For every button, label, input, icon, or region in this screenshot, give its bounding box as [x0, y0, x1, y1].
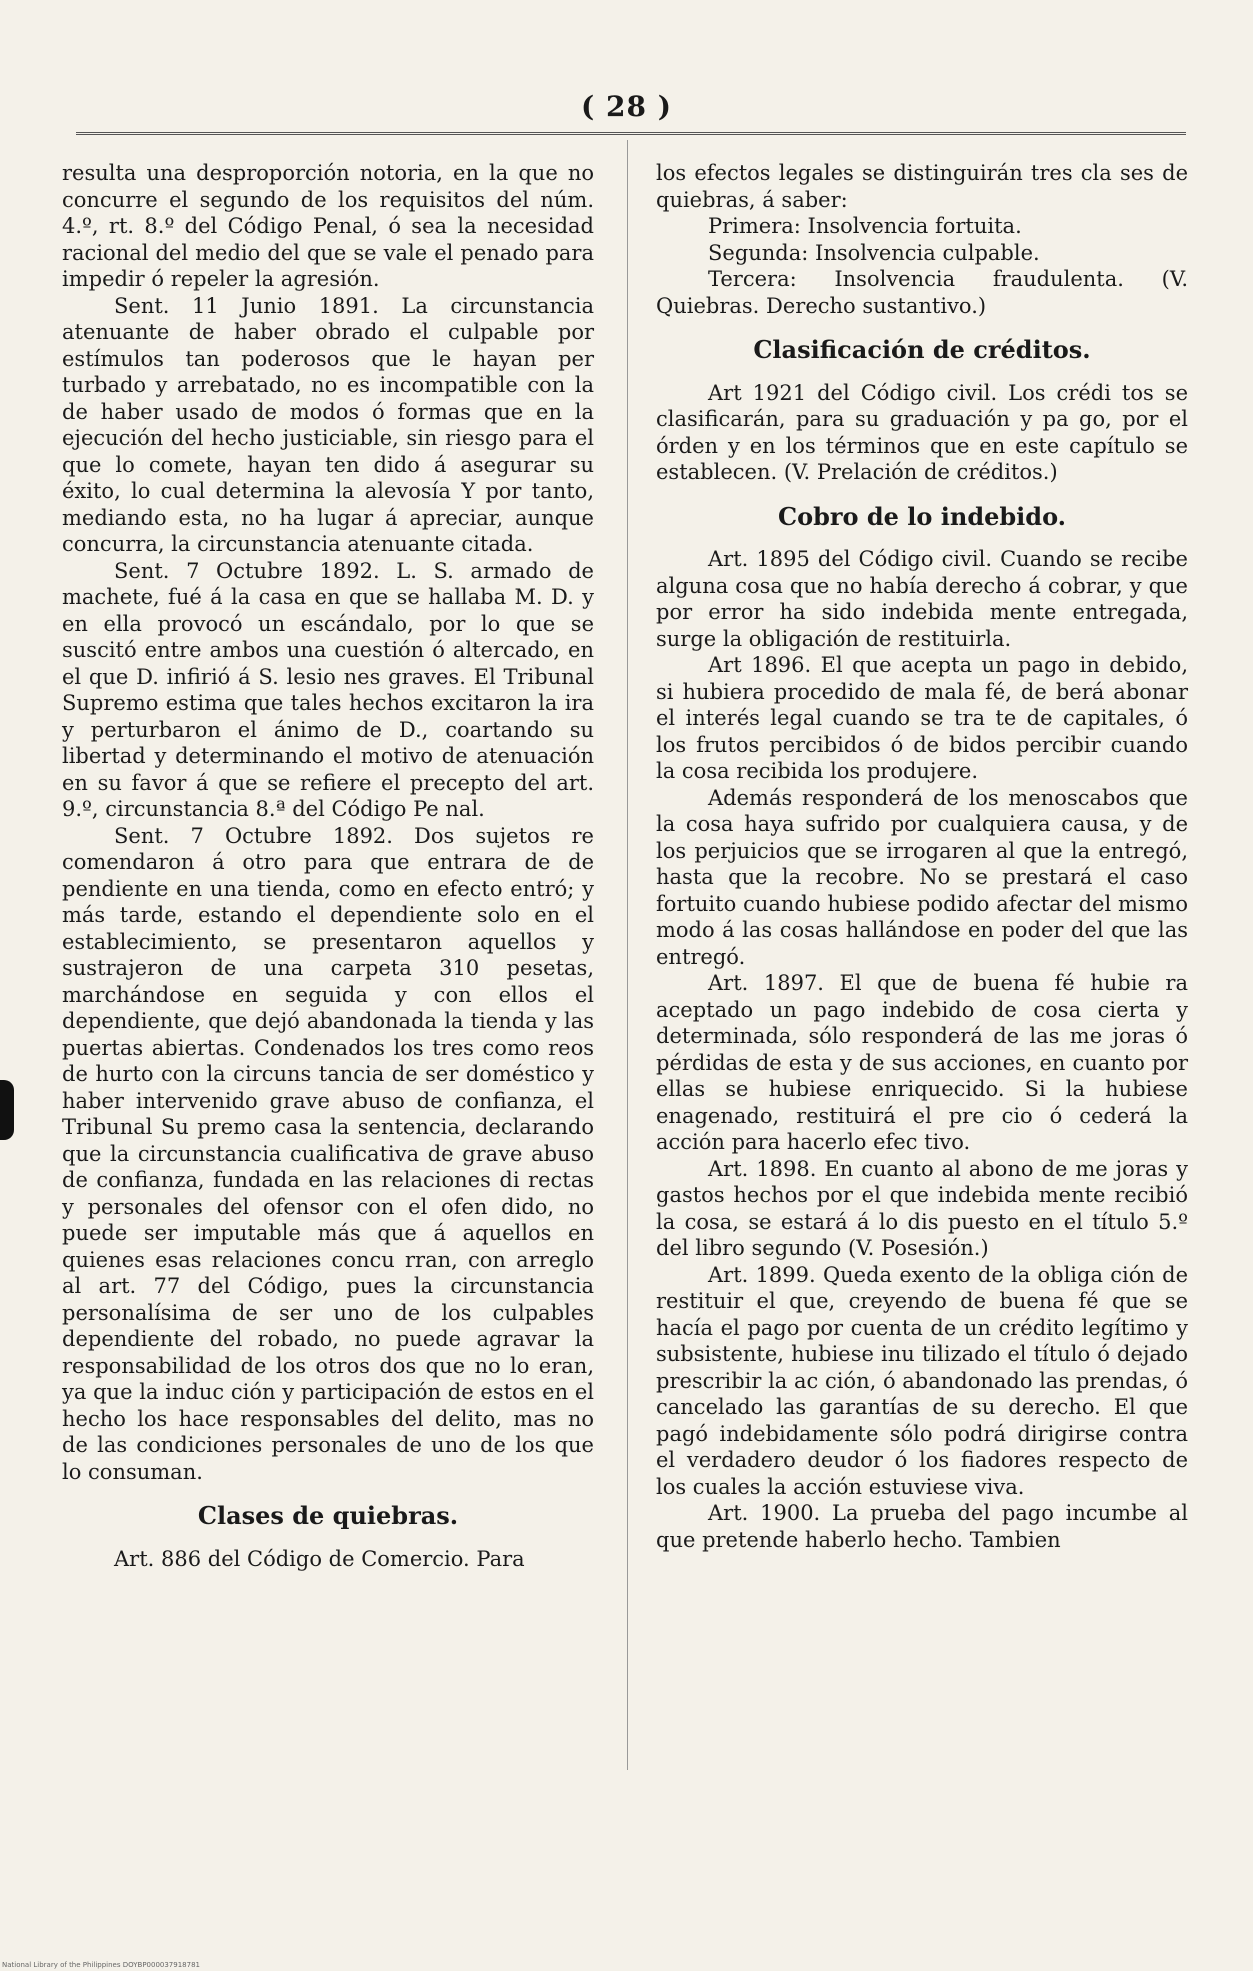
paragraph: Primera: Insolvencia fortuita. [708, 214, 1022, 238]
paragraph: Segunda: Insolvencia culpable. [708, 240, 1040, 265]
column-divider [627, 140, 628, 1770]
paragraph: Sent. 7 Octubre 1892. L. S. armado de machete, fué á la casa en que se hallaba M. D. y en ella provocó un escándalo, por lo que se suscitó entre ambos una cuestión ó altercado, en el que D. infirió á S. lesio nes graves. El Tribunal Supremo estima que tales hechos excitaron la ira y perturbaron el ánimo de D., coartando su libertad y determinando el motivo de atenuación en su favor á que se refiere el precepto del art. 9.º, circunstancia 8.ª del Código Pe nal. [62, 558, 594, 821]
paragraph: Art. 1898. En cuanto al abono de me joras y gastos hechos por el que indebida mente recibió la cosa, se estará á lo dis puesto en el título 5.º del libro segundo (V. Posesión.) [656, 1156, 1188, 1260]
paragraph: Art. 1895 del Código civil. Cuando se recibe alguna cosa que no había derecho á cobrar, y que por error ha sido indebida mente entregada, surge la obligación de restituirla. [656, 547, 1188, 651]
section-heading: Cobro de lo indebido. [777, 501, 1067, 531]
section-heading: Clases de quiebras. [197, 1501, 459, 1530]
paragraph: Sent. 11 Junio 1891. La circunstancia atenuante de haber obrado el culpable por estímulos tan poderosos que le hayan per turbado y arrebatado, no es incompatible con la de haber usado de modos ó formas que en la ejecución del hecho justiciable, sin riesgo para el que lo comete, hayan ten dido á asegurar su éxito, lo cual determina la alevosía Y por tanto, mediando esta, no ha lugar á apreciar, aunque concurra, la circunstancia atenuante citada. [62, 293, 594, 556]
paragraph: resulta una desproporción notoria, en la que no concurre el segundo de los requisitos del núm. 4.º, rt. 8.º del Código Penal, ó sea la necesidad racional del medio del que se vale el penado para impedir ó repeler la agresión. [62, 161, 594, 291]
paragraph: Tercera: Insolvencia fraudulenta. (V. Quiebras. Derecho sustantivo.) [656, 267, 1188, 318]
right-column [656, 160, 1188, 1553]
paragraph: Art. 1897. El que de buena fé hubie ra aceptado un pago indebido de cosa cierta y determinada, sólo responderá de las me joras ó pérdidas de esta y de sus acciones, en cuanto por ellas se hubiese enriquecido. Si la hubiese enagenado, restituirá el pre cio ó cederá la acción para hacerlo efec tivo. [656, 971, 1188, 1154]
paragraph: Sent. 7 Octubre 1892. Dos sujetos re comendaron á otro para que entrara de de pendiente en una tienda, como en efecto entró; y más tarde, estando el dependiente solo en el establecimiento, se presentaron aquellos y sustrajeron de una carpeta 310 pesetas, marchándose en seguida y con ellos el dependiente, que dejó abandonada la tienda y las puertas abiertas. Condenados los tres como reos de hurto con la circuns tancia de ser doméstico y haber intervenido grave abuso de confianza, el Tribunal Su premo casa la sentencia, declarando que la circunstancia cualificativa de grave abuso de confianza, fundada en las relaciones di rectas y personales del ofensor con el ofen dido, no puede ser imputable más que á aquellos en quienes esas relaciones concu rran, con arreglo al art. 77 del Código, pues la circunstancia personalísima de ser uno de los culpables dependiente del robado, no puede agravar la responsabilidad de los otros dos que no lo eran, ya que la induc ción y participación de estos en el hecho los hace responsables del delito, mas no de las condiciones personales de uno de los que lo consuman. [62, 823, 594, 1484]
left-column [62, 160, 594, 1572]
scan-artifact [0, 1080, 14, 1140]
library-footer: National Library of the Philippines DOYBP000037918781 [2, 1961, 200, 1969]
paragraph: Art 1896. El que acepta un pago in debido, si hubiera procedido de mala fé, de berá abonar el interés legal cuando se tra te de capitales, ó los frutos percibidos ó de bidos percibir cuando la cosa recibida los produjere. [656, 653, 1188, 783]
paragraph: Art. 1900. La prueba del pago incumbe al que pretende haberlo hecho. Tambien [656, 1501, 1188, 1552]
paragraph: los efectos legales se distinguirán tres cla ses de quiebras, á saber: [656, 161, 1188, 212]
header-rule [76, 132, 1186, 135]
paragraph: Art. 1899. Queda exento de la obliga ción de restituir el que, creyendo de buena fé que se hacía el pago por cuenta de un crédito legítimo y subsistente, hubiese inu tilizado el título ó dejado prescribir la ac ción, ó abandonado las prendas, ó cancelado las garantías de su derecho. El que pagó indebidamente sólo podrá dirigirse contra el verdadero deudor ó los fiadores respecto de los cuales la acción estuviese viva. [656, 1262, 1189, 1499]
page-number: ( 28 ) [581, 90, 672, 123]
paragraph: Art 1921 del Código civil. Los crédi tos se clasificarán, para su graduación y pa go, por el órden y en los términos que en este capítulo se establecen. (V. Prelación de créditos.) [656, 380, 1188, 484]
section-heading: Clasificación de créditos. [753, 335, 1091, 364]
paragraph: Art. 886 del Código de Comercio. Para [114, 1546, 525, 1571]
paragraph: Además responderá de los menoscabos que la cosa haya sufrido por cualquiera causa, y de los perjuicios que se irrogaren al que la entregó, hasta que la recobre. No se prestará el caso fortuito cuando hubiese podido afectar del mismo modo á las cosas hallándose en poder del que las entregó. [656, 785, 1188, 969]
